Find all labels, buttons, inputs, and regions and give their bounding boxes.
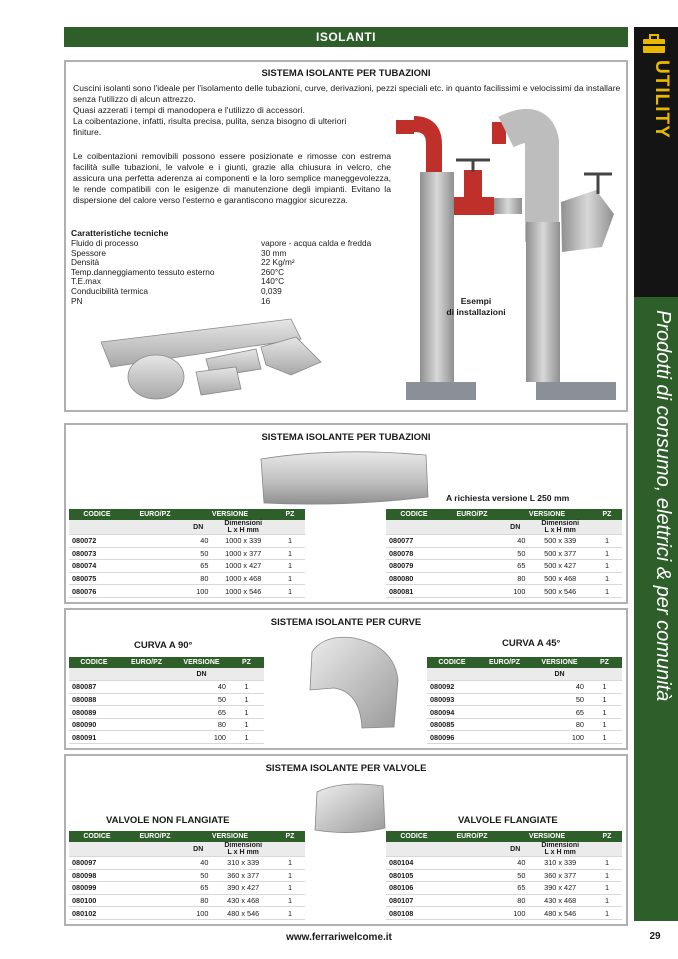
subheader-cell [442,842,502,857]
pz-value: 1 [587,706,622,719]
dimensions-subheader-line-2: L x H mm [544,527,576,534]
pz-value: 1 [275,547,305,560]
spec-label: Spessore [71,247,107,258]
spec-value: 260°C [261,266,285,277]
pz-value: 1 [229,718,264,731]
pz-value: 1 [587,681,622,694]
spec-value: 16 [261,295,271,306]
pz-value: 1 [275,535,305,548]
table-row [69,572,305,585]
price-cell [477,731,532,744]
pipe-cushion-image [256,447,431,509]
spec-label: Temp.danneggiamento tessuto esterno [71,266,215,277]
table-row [69,560,305,573]
table-row [386,572,622,585]
price-cell [125,560,185,573]
table-row [69,585,305,598]
subheader-cell [477,668,532,681]
valves-table-right [386,831,622,920]
intro-paragraph-2: Le coibentazioni removibili possono essere posizionate e rimosse con estrema facilità sulle tubazioni, le valvole e i giunti, grazie alla chiusura in velcro, che assicura una perfetta aderenza ai componenti e la loro semplice maneggevolezza, le rende compatibili con le esigenze di manutenzione degli impianti. Evitano la dispersione del calore verso l'esterno e garantiscono maggior sicurezza. [73,151,391,205]
spec-label: Conducibilità termica [71,285,149,296]
table-row [69,706,264,719]
dn-value: 80 [185,894,211,907]
intro-paragraph-1c: La coibentazione, infatti, risulta precisa, pulita, senza bisogno di ulteriori finiture. [73,116,347,137]
table-header-cell: EURO/PZ [442,831,502,842]
examples-label [436,296,516,318]
table-header-cell: CODICE [69,657,119,668]
price-cell [442,857,502,870]
dn-subheader: DN [185,842,211,857]
price-cell [125,572,185,585]
specs-title: Caratteristiche tecniche [71,228,169,238]
product-code: 080085 [427,718,477,731]
product-code: 080074 [69,560,125,573]
pz-value: 1 [275,869,305,882]
product-table [69,831,305,920]
table-header-cell: CODICE [69,831,125,842]
pz-value: 1 [592,560,622,573]
dn-value: 100 [185,585,211,598]
pz-value: 1 [592,869,622,882]
product-code: 080079 [386,560,442,573]
intro-paragraph-1: Cuscini isolanti sono l'ideale per l'isolamento delle tubazioni, curve, derivazioni, pezzi speciali etc. in quanto facilissimi e velocissimi da installare senza l'utilizzo di alcun attrezzo. [73,83,621,104]
dimensions-value: 430 x 468 [211,894,275,907]
table-row [386,857,622,870]
subheader-cell [275,520,305,535]
product-code: 080107 [386,894,442,907]
intro-title: SISTEMA ISOLANTE PER TUBAZIONI [261,68,431,79]
product-code: 080073 [69,547,125,560]
dimensions-subheader [528,520,592,535]
dn-value: 40 [185,535,211,548]
pz-value: 1 [275,857,305,870]
price-cell [442,585,502,598]
valves-non-flanged-label: VALVOLE NON FLANGIATE [106,815,230,826]
product-table [69,509,305,598]
valves-table-left [69,831,305,920]
pz-value: 1 [275,572,305,585]
spec-label: Densità [71,257,100,268]
footer-website[interactable]: www.ferrariwelcome.it [286,932,392,943]
dimensions-subheader-line-2: L x H mm [544,849,576,856]
table-row [69,857,305,870]
subheader-cell [386,842,442,857]
valves-title: SISTEMA ISOLANTE PER VALVOLE [265,763,427,774]
price-cell [442,535,502,548]
dn-value: 65 [185,882,211,895]
curves-box [64,608,628,750]
product-code: 080099 [69,882,125,895]
table-row [386,882,622,895]
table-row [386,585,622,598]
curve-90-label: CURVA A 90° [134,640,193,651]
dn-value: 40 [532,681,587,694]
pz-value: 1 [229,681,264,694]
table-header-cell: VERSIONE [185,509,275,520]
dimensions-value: 480 x 546 [211,907,275,920]
table-row [69,907,305,920]
table-row [386,907,622,920]
table-header-cell: PZ [275,831,305,842]
pz-value: 1 [275,882,305,895]
intro-box [64,60,628,412]
product-code: 080077 [386,535,442,548]
pz-value: 1 [229,731,264,744]
spec-value: 0,039 [261,285,282,296]
dimensions-subheader-line-1: Dimensioni [541,842,580,849]
dn-value: 65 [532,706,587,719]
subheader-cell [69,520,125,535]
product-code: 080094 [427,706,477,719]
product-code: 080078 [386,547,442,560]
dimensions-value: 1000 x 339 [211,535,275,548]
spec-row [71,249,401,259]
dn-value: 100 [532,731,587,744]
pipes-box [64,423,628,604]
dimensions-value: 500 x 546 [528,585,592,598]
dimensions-subheader-line-2: L x H mm [227,849,259,856]
subheader-cell [229,668,264,681]
table-header-cell: EURO/PZ [119,657,174,668]
subheader-cell [69,668,119,681]
table-header-cell: VERSIONE [502,509,592,520]
subheader-cell [275,842,305,857]
subheader-cell [427,668,477,681]
dimensions-subheader [528,842,592,857]
dimensions-value: 1000 x 468 [211,572,275,585]
dn-value: 50 [502,547,528,560]
product-code: 080075 [69,572,125,585]
table-row [386,869,622,882]
table-row [427,731,622,744]
pz-value: 1 [592,547,622,560]
dn-value: 50 [185,869,211,882]
product-code: 080098 [69,869,125,882]
product-code: 080091 [69,731,119,744]
dimensions-value: 430 x 468 [528,894,592,907]
dimensions-value: 360 x 377 [528,869,592,882]
dimensions-value: 360 x 377 [211,869,275,882]
pz-value: 1 [229,706,264,719]
table-row [69,894,305,907]
dimensions-subheader [211,520,275,535]
table-row [69,718,264,731]
table-row [69,693,264,706]
dimensions-value: 1000 x 546 [211,585,275,598]
product-code: 080097 [69,857,125,870]
price-cell [119,681,174,694]
subheader-cell [125,520,185,535]
valves-box [64,754,628,926]
subheader-cell [69,842,125,857]
dn-value: 65 [502,560,528,573]
product-code: 080106 [386,882,442,895]
price-cell [442,894,502,907]
table-header-cell: PZ [592,509,622,520]
dimensions-value: 310 x 339 [528,857,592,870]
pz-value: 1 [275,560,305,573]
product-code: 080072 [69,535,125,548]
table-header-cell: CODICE [69,509,125,520]
product-code: 080108 [386,907,442,920]
dn-value: 80 [502,572,528,585]
dimensions-subheader-line-1: Dimensioni [541,520,580,527]
table-header-cell: EURO/PZ [442,509,502,520]
dn-subheader: DN [532,668,587,681]
table-header-cell: PZ [587,657,622,668]
dn-value: 80 [185,572,211,585]
curves-table-left [69,657,264,744]
table-header-cell: PZ [229,657,264,668]
price-cell [125,585,185,598]
page-number: 29 [649,931,661,942]
dn-value: 100 [185,907,211,920]
dimensions-value: 390 x 427 [528,882,592,895]
table-header-cell: CODICE [386,509,442,520]
dn-subheader: DN [174,668,229,681]
product-code: 080087 [69,681,119,694]
pz-value: 1 [275,894,305,907]
price-cell [477,706,532,719]
pipes-table-right [386,509,622,598]
dimensions-value: 500 x 377 [528,547,592,560]
dimensions-value: 500 x 427 [528,560,592,573]
price-cell [125,882,185,895]
dn-value: 100 [502,585,528,598]
dimensions-value: 1000 x 377 [211,547,275,560]
dn-value: 50 [185,547,211,560]
price-cell [442,547,502,560]
price-cell [125,869,185,882]
pipes-title: SISTEMA ISOLANTE PER TUBAZIONI [261,432,431,443]
dimensions-subheader-line-1: Dimensioni [224,842,263,849]
intro-paragraph-1b: Quasi azzerati i tempi di manodopera e l'utilizzo di accessori. [73,105,305,115]
subheader-cell [592,520,622,535]
page-header-title: ISOLANTI [64,27,628,47]
dn-value: 100 [502,907,528,920]
table-header-cell: VERSIONE [174,657,229,668]
spec-value: 140°C [261,276,285,287]
side-category-label: Prodotti di consumo, elettrici & per comunità [652,310,674,702]
table-row [386,547,622,560]
table-row [386,560,622,573]
dn-value: 50 [532,693,587,706]
product-code: 080088 [69,693,119,706]
curves-table-right [427,657,622,744]
product-table [386,831,622,920]
product-code: 080081 [386,585,442,598]
product-code: 080076 [69,585,125,598]
specs-list [71,239,401,306]
price-cell [125,857,185,870]
dimensions-value: 310 x 339 [211,857,275,870]
toolbox-icon [641,33,667,55]
spec-row [71,287,401,297]
dn-value: 40 [174,681,229,694]
product-code: 080092 [427,681,477,694]
price-cell [119,731,174,744]
table-header-cell: CODICE [386,831,442,842]
product-code: 080093 [427,693,477,706]
dimensions-value: 1000 x 427 [211,560,275,573]
dn-value: 100 [174,731,229,744]
table-row [427,718,622,731]
subheader-cell [125,842,185,857]
examples-label-line-2: di installazioni [446,307,506,317]
pipes-table-left [69,509,305,598]
table-row [386,894,622,907]
table-header-cell: PZ [592,831,622,842]
table-header-cell: EURO/PZ [125,831,185,842]
product-code: 080080 [386,572,442,585]
table-row [427,681,622,694]
dn-value: 80 [174,718,229,731]
dn-value: 50 [174,693,229,706]
pz-value: 1 [587,718,622,731]
table-header-cell: VERSIONE [532,657,587,668]
curve-cushion-image [304,632,404,732]
product-code: 080096 [427,731,477,744]
spec-value: 22 Kg/m² [261,257,295,268]
spec-value: 30 mm [261,247,287,258]
table-header-cell: PZ [275,509,305,520]
table-header-cell: VERSIONE [185,831,275,842]
table-header-cell: EURO/PZ [477,657,532,668]
dn-subheader: DN [502,842,528,857]
price-cell [125,907,185,920]
dn-value: 80 [532,718,587,731]
dn-value: 80 [502,894,528,907]
dn-value: 40 [502,857,528,870]
spec-row [71,239,401,249]
spec-value: vapore - acqua calda e fredda [261,238,372,248]
table-row [69,882,305,895]
table-row [69,547,305,560]
dimensions-subheader-line-2: L x H mm [227,527,259,534]
pz-value: 1 [592,572,622,585]
pz-value: 1 [587,693,622,706]
dn-value: 40 [185,857,211,870]
product-table [386,509,622,598]
price-cell [442,907,502,920]
price-cell [125,535,185,548]
pz-value: 1 [592,882,622,895]
table-header-cell: EURO/PZ [125,509,185,520]
dn-value: 65 [174,706,229,719]
table-row [69,535,305,548]
table-row [427,706,622,719]
price-cell [125,547,185,560]
price-cell [442,560,502,573]
pz-value: 1 [592,857,622,870]
subheader-cell [442,520,502,535]
dimensions-value: 500 x 468 [528,572,592,585]
dn-value: 50 [502,869,528,882]
table-row [427,693,622,706]
dn-value: 65 [185,560,211,573]
price-cell [442,869,502,882]
dimensions-subheader-line-1: Dimensioni [224,520,263,527]
subheader-cell [592,842,622,857]
product-code: 080105 [386,869,442,882]
table-header-cell: CODICE [427,657,477,668]
price-cell [477,681,532,694]
installation-examples-image [356,102,626,407]
pz-value: 1 [592,907,622,920]
curve-45-label: CURVA A 45° [502,638,561,649]
table-row [386,535,622,548]
product-code: 080104 [386,857,442,870]
table-row [69,731,264,744]
pz-value: 1 [275,585,305,598]
product-code: 080090 [69,718,119,731]
spec-row [71,268,401,278]
product-table [427,657,622,744]
price-cell [119,718,174,731]
dimensions-value: 480 x 546 [528,907,592,920]
dn-value: 40 [502,535,528,548]
cushion-products-image [96,317,346,407]
pz-value: 1 [275,907,305,920]
table-row [69,869,305,882]
subheader-cell [386,520,442,535]
pipes-note: A richiesta versione L 250 mm [446,493,570,503]
price-cell [442,572,502,585]
table-header-cell: VERSIONE [502,831,592,842]
product-code: 080102 [69,907,125,920]
table-row [69,681,264,694]
product-table [69,657,264,744]
subheader-cell [119,668,174,681]
product-code: 080089 [69,706,119,719]
spec-label: PN [71,295,83,306]
valve-cushion-image [311,778,389,836]
price-cell [477,718,532,731]
curves-title: SISTEMA ISOLANTE PER CURVE [270,617,422,628]
subheader-cell [587,668,622,681]
side-section-label: UTILITY [651,60,672,139]
examples-label-line-1: Esempi [460,296,492,306]
pz-value: 1 [592,535,622,548]
pz-value: 1 [592,894,622,907]
pz-value: 1 [587,731,622,744]
product-code: 080100 [69,894,125,907]
price-cell [119,693,174,706]
dimensions-value: 390 x 427 [211,882,275,895]
price-cell [477,693,532,706]
pz-value: 1 [229,693,264,706]
dn-value: 65 [502,882,528,895]
pz-value: 1 [592,585,622,598]
valves-flanged-label: VALVOLE FLANGIATE [458,815,558,826]
dimensions-value: 500 x 339 [528,535,592,548]
price-cell [125,894,185,907]
price-cell [119,706,174,719]
spec-label: Fluido di processo [71,238,139,248]
spec-row [71,297,401,307]
dn-subheader: DN [502,520,528,535]
dn-subheader: DN [185,520,211,535]
dimensions-subheader [211,842,275,857]
spec-label: T.E.max [71,276,101,287]
price-cell [442,882,502,895]
